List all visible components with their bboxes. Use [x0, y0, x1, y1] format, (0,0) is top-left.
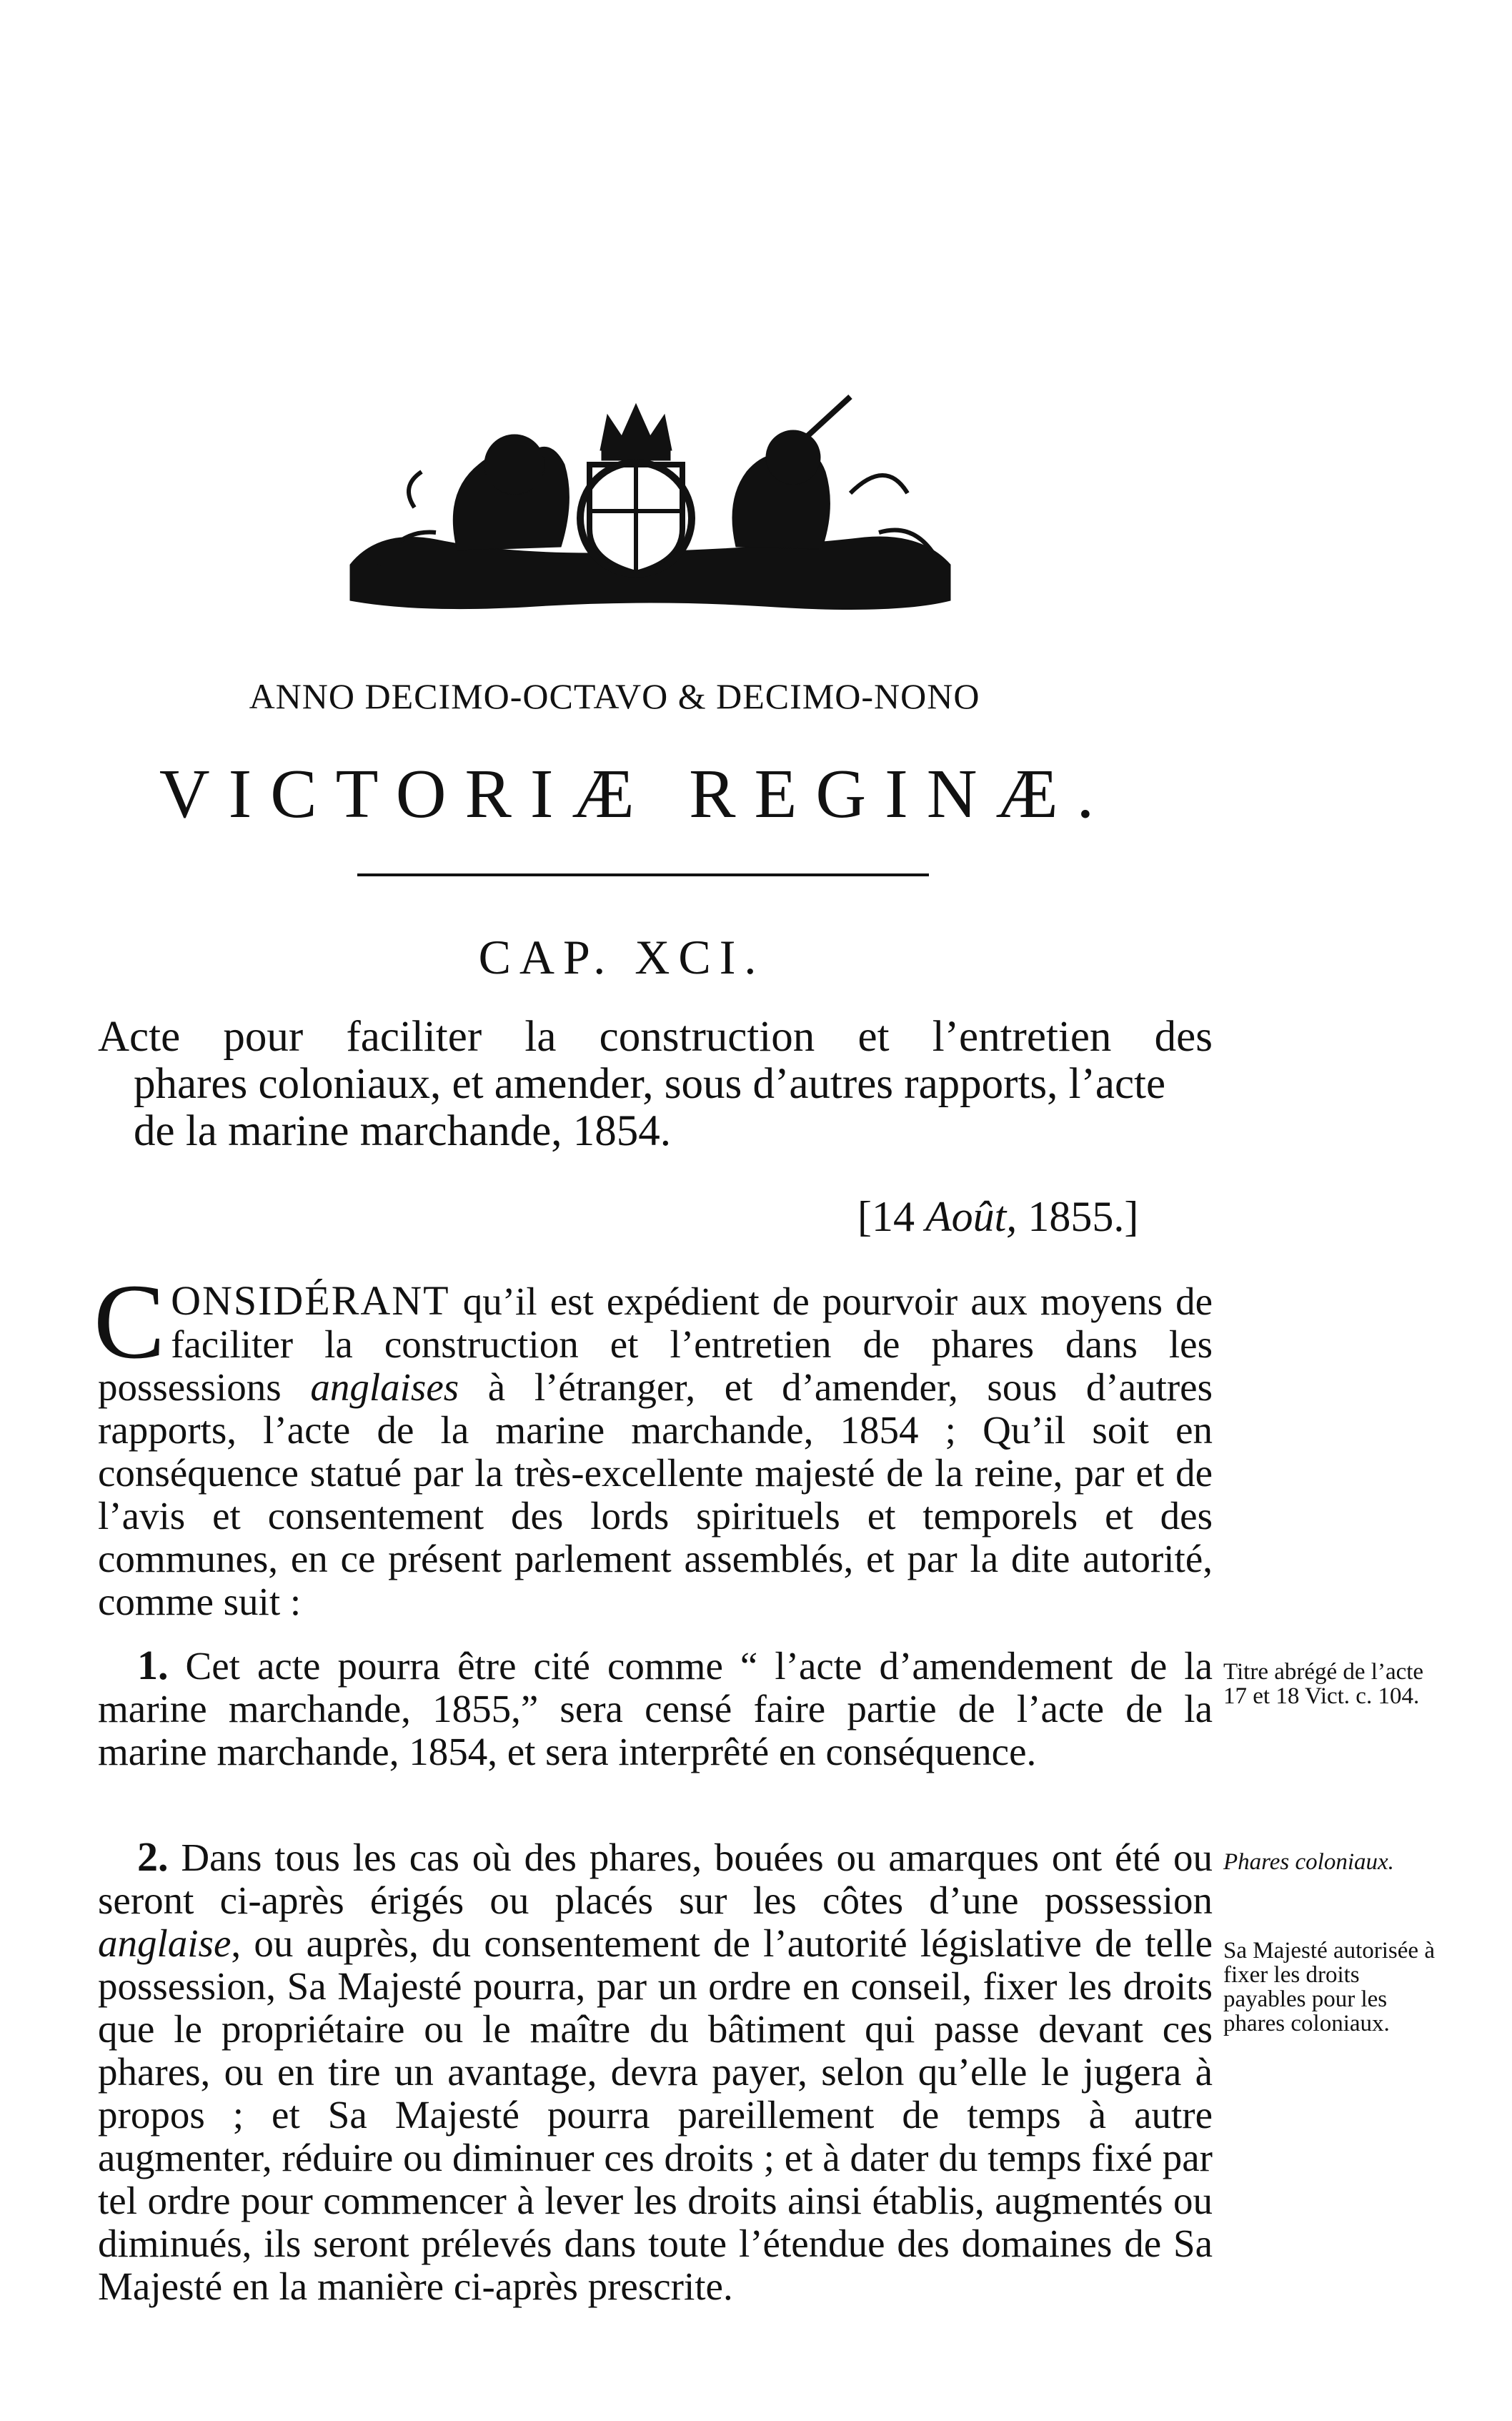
royal-coat-of-arms-icon: [336, 386, 965, 622]
preamble-caps: ONSIDÉRANT: [171, 1277, 450, 1324]
preamble-text-1: qu’il est expédient de pourvoir aux moyens de faciliter la construction et l’entretien de phares dans les possessions: [98, 1279, 1213, 1409]
section-1: [98, 1644, 1213, 1773]
date-month: Août,: [925, 1193, 1018, 1240]
preamble-italic: anglaises: [310, 1365, 459, 1409]
divider-rule: [357, 873, 929, 876]
act-title-rest: phares coloniaux, et amender, sous d’autres rapports, l’acte de la marine marchande, 1854.: [134, 1060, 1166, 1155]
section-1-text: Cet acte pourra être cité comme “ l’acte d’amendement de la marine marchande, 1855,” sera censé faire partie de l’acte de la marine marchande, 1854, et sera interprêté en conséquence.: [98, 1644, 1213, 1773]
chapter-number: CAP. XCI.: [478, 930, 765, 984]
section-2-text-2: , ou auprès, du consentement de l’autorité législative de telle possession, Sa Majesté pourra, par un ordre en conseil, fixer les droits que le propriétaire ou le maître du bâtiment qui passe devant ces phares, ou en tire un avantage, devra payer, selon qu’elle le jugera à propos ; et Sa Majesté pourra pareillement de temps à autre augmenter, réduire ou diminuer ces droits ; et à dater du temps fixé par tel ordre pour commencer à lever les droits ainsi établis, augmentés ou diminués, ils seront prélevés dans toute l’étendue des domaines de Sa Majesté en la manière ci-après prescrite.: [98, 1921, 1213, 2308]
section-2-text-1: Dans tous les cas où des phares, bouées ou amarques ont été ou seront ci-après érigés ou placés sur les côtes d’une possession: [98, 1836, 1213, 1922]
act-date: [857, 1192, 1138, 1242]
margin-note-short-title: Titre abrégé de l’acte 17 et 18 Vict. c. 104.: [1223, 1659, 1424, 1709]
margin-note-colonial-lighthouses: Phares coloniaux.: [1223, 1849, 1394, 1875]
date-close: 1855.]: [1017, 1193, 1139, 1240]
act-title-line1: Acte pour faciliter la construction et l’entretien des: [98, 1013, 1213, 1061]
margin-note-majesty-dues: Sa Majesté autorisée à fixer les droits payables pour les phares coloniaux.: [1223, 1938, 1435, 2036]
section-2-italic: anglaise: [98, 1921, 232, 1965]
header-victoriae-reginae: VICTORIÆ REGINÆ.: [159, 756, 1113, 833]
act-title: [98, 1014, 1213, 1155]
header-anno: ANNO DECIMO-OCTAVO & DECIMO-NONO: [249, 676, 980, 716]
section-2-number: 2.: [137, 1833, 169, 1880]
section-2: [98, 1833, 1213, 2308]
drop-cap: C: [94, 1262, 166, 1381]
preamble-paragraph: [94, 1262, 1213, 1623]
date-open: [14: [857, 1193, 925, 1240]
preamble-text-2: à l’étranger, et d’amender, sous d’autres rapports, l’acte de la marine marchande, 1854 ; Qu’il soit en conséquence statué par la très-excellente majesté de la reine, par et de l’avis et consentement des lords spirituels et temporels et des communes, en ce présent parlement assemblés, et par la dite autorité, comme suit :: [98, 1365, 1213, 1623]
section-1-number: 1.: [137, 1642, 169, 1688]
